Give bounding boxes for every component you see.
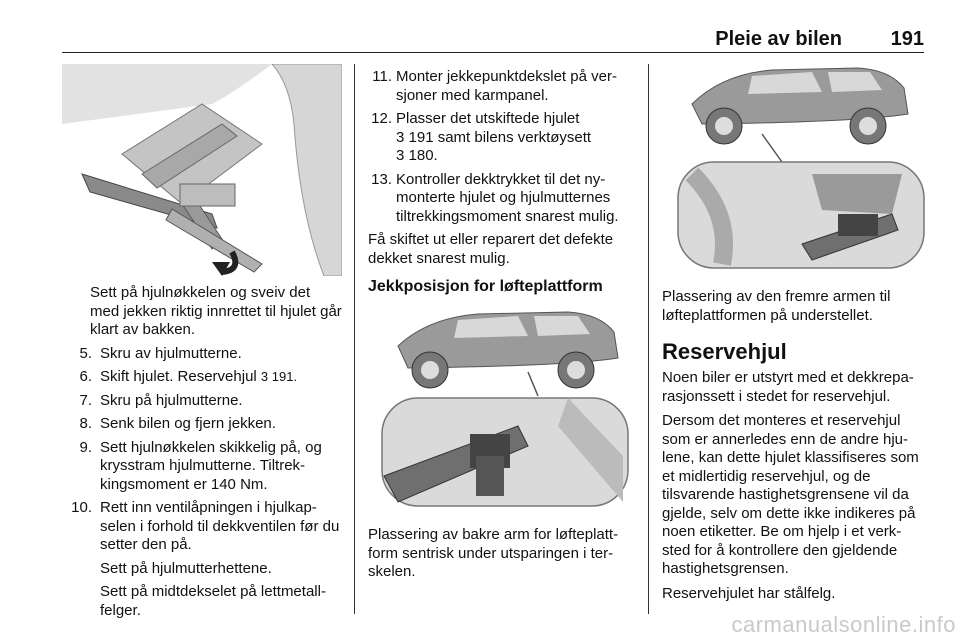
list-item: 12. Plasser det utskiftede hjulet 3 191 samt bilens verktøysett 3 180. <box>368 110 634 166</box>
page-reference[interactable]: 3 191 samt bilens verktøysett <box>396 128 592 146</box>
list-item: 6. Skift hjulet. Reservehjul 3 191. <box>79 368 298 385</box>
column-right <box>662 64 926 609</box>
list-item: 7. Skru på hjulmutterne. <box>79 391 243 409</box>
list-item: 9. Sett hjulnøkkelen skikkelig på, og krysstram hjulmutterne. Tiltrek-kingsmoment er 140 Nm. <box>79 438 322 493</box>
jack-illustration <box>62 64 342 276</box>
illustration-caption: Sett på hjulnøkkelen og sveiv det med jekken riktig innrettet til hjulet går klart av bakken. <box>90 284 342 338</box>
list-item: 10. Rett inn ventilåpningen i hjulkap-selen i forhold til dekkventilen før du setter den på. <box>71 499 340 553</box>
paragraph: Noen biler er utstyrt med et dekkrepa-rasjonssett i stedet for reservehjul. <box>662 369 914 405</box>
column-left <box>62 64 342 625</box>
page-number: 191 <box>890 28 924 50</box>
column-divider <box>648 64 649 614</box>
section-heading: Jekkposisjon for løfteplattform <box>368 278 603 295</box>
watermark: carmanualsonline.info <box>731 612 956 637</box>
paragraph: Dersom det monteres et reservehjul som er annerledes enn de andre hju-lene, kan dette hjulet klassifiseres som et midlertidig reservehjul, og de tilsvarende hastighetsgrensene vil da gjelde, selv om dette ikke indikeres på noen etiketter. Be om hjelp i et verk-sted for å kontrollere den gjeldende hastighetsgrensen. <box>662 412 919 577</box>
chapter-title: Pleie av bilen <box>715 28 842 50</box>
list-item: 11. Monter jekkepunktdekslet på ver-sjoner med karmpanel. <box>372 68 617 104</box>
illustration-caption: Plassering av den fremre armen til løfteplattformen på understellet. <box>662 288 891 324</box>
page-reference[interactable]: 3 180. <box>396 147 438 164</box>
list-item: 8. Senk bilen og fjern jekken. <box>79 415 276 432</box>
paragraph: Reservehjulet har stålfelg. <box>662 584 836 602</box>
list-item: 13. Kontroller dekktrykket til det ny-monterte hjulet og hjulmutternes tiltrekkingsmoment snarest mulig. <box>371 170 619 225</box>
paragraph: Få skiftet ut eller reparert det defekte dekket snarest mulig. <box>368 231 614 267</box>
illustration-caption: Plassering av bakre arm for løfteplatt-form sentrisk under utsparingen i ter-skelen. <box>368 526 619 580</box>
column-middle <box>368 68 634 582</box>
sub-instruction: Sett på hjulmutterhettene. <box>100 559 272 577</box>
list-item: 5. Skru av hjulmutterne. <box>79 344 242 362</box>
page-header <box>62 26 924 53</box>
section-heading: Reservehjul <box>662 339 787 364</box>
sub-instruction: Sett på midtdekselet på lettmetall-felger. <box>100 583 326 619</box>
column-divider <box>354 64 355 614</box>
rear-lift-point-illustration <box>368 306 634 512</box>
page-reference[interactable]: 3 191. <box>260 369 298 384</box>
front-lift-point-illustration <box>662 64 926 270</box>
